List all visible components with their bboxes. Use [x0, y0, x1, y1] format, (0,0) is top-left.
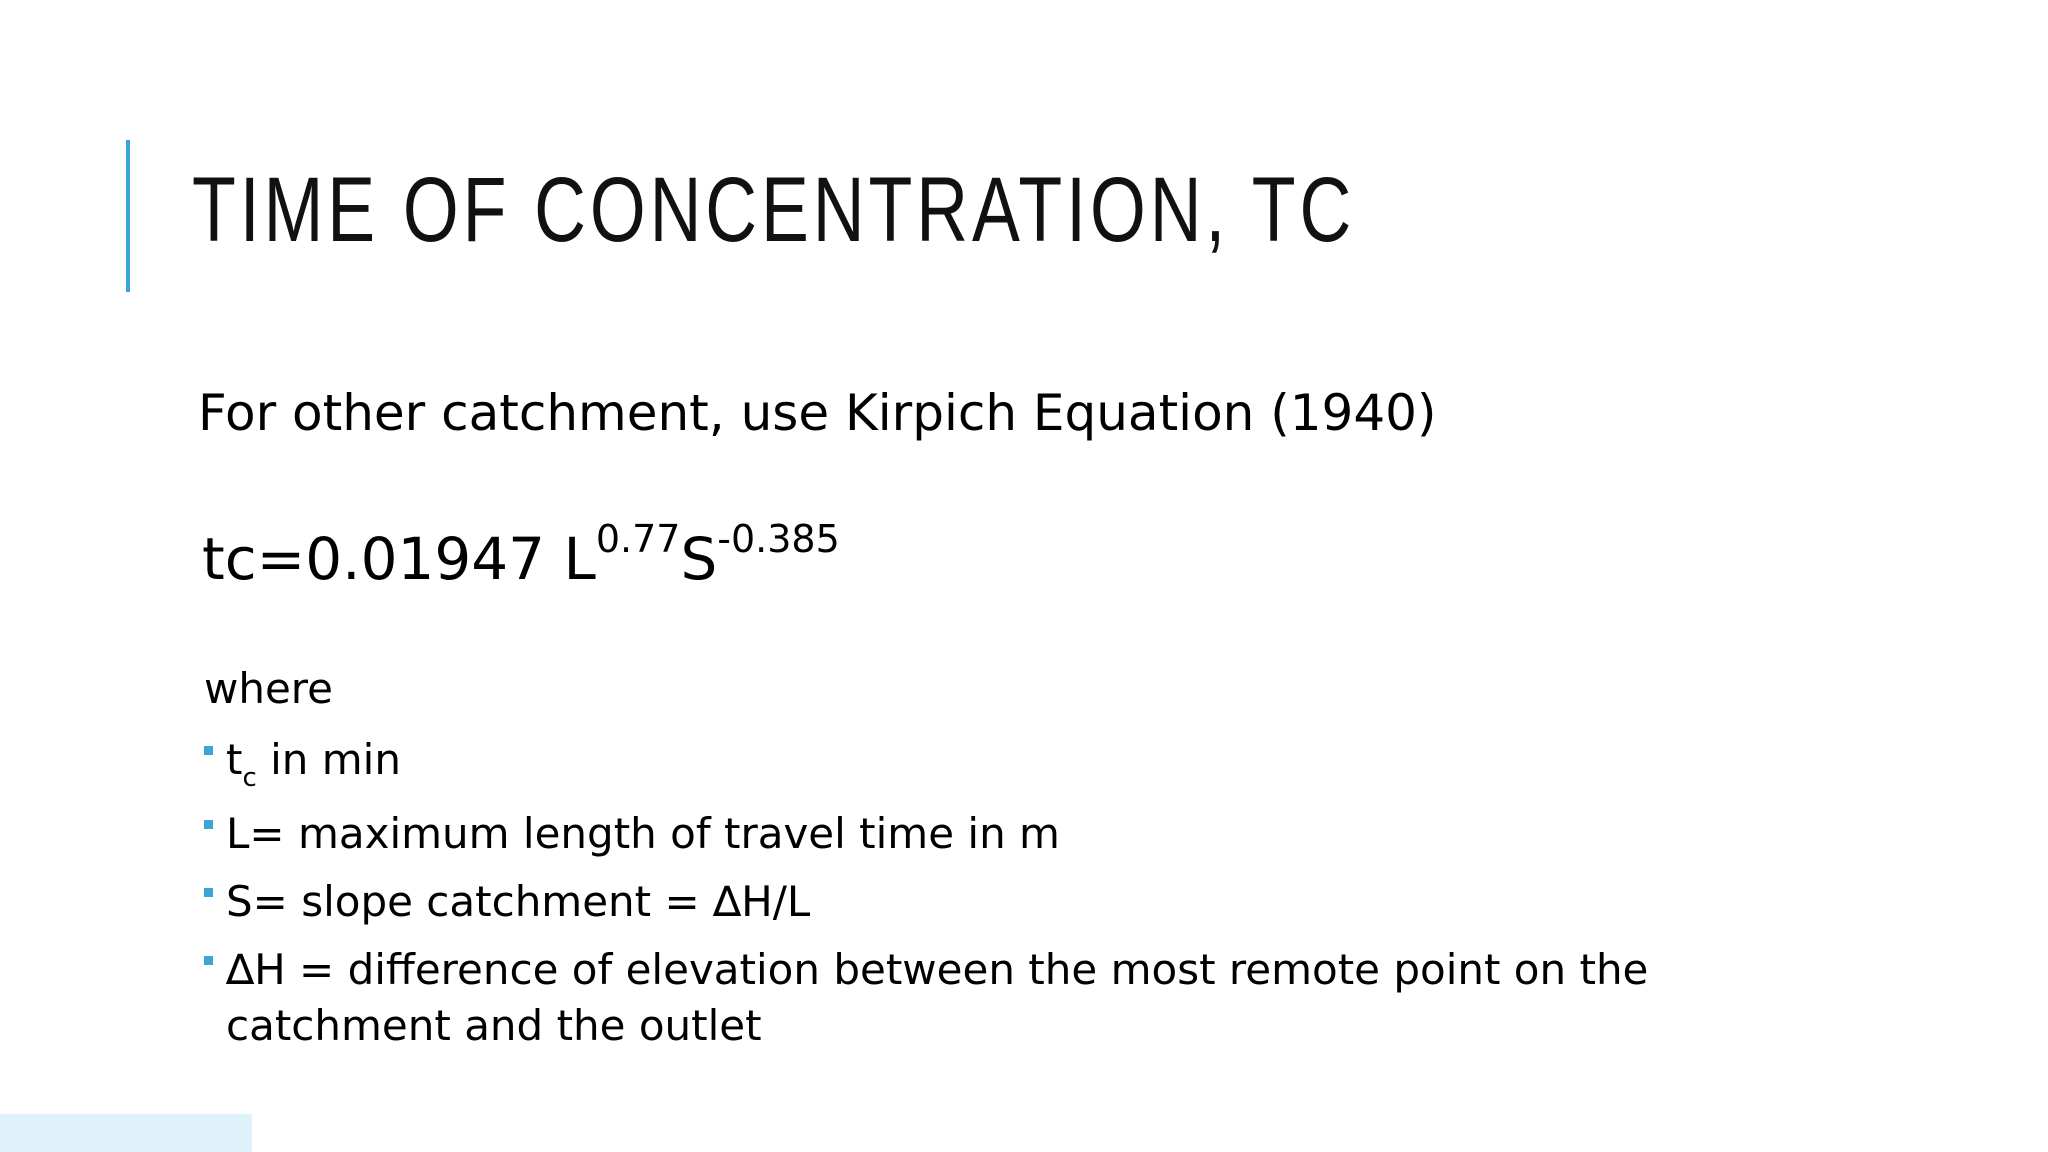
definition-l	[204, 806, 1844, 862]
tc-subscript: c	[242, 763, 257, 793]
kirpich-equation	[202, 517, 840, 593]
intro-text: For other catchment, use Kirpich Equation (1940)	[198, 384, 1437, 442]
definition-dh	[204, 942, 1844, 1054]
equation-exponent-s: -0.385	[717, 517, 840, 561]
bullet-icon	[204, 956, 213, 965]
where-label: where	[204, 664, 333, 713]
slide-title: TIME OF CONCENTRATION, TC	[192, 159, 1356, 261]
definition-s-text: S= slope catchment = ∆H/L	[226, 877, 811, 926]
equation-exponent-l: 0.77	[595, 517, 681, 561]
title-accent-bar	[126, 140, 130, 292]
bullet-icon	[204, 820, 213, 829]
equation-lhs: tc=0.01947 L	[202, 525, 596, 593]
definition-dh-text: ∆H = difference of elevation between the most remote point on the catchment and the outlet	[226, 945, 1649, 1050]
equation-s: S	[680, 525, 718, 593]
definition-list	[204, 732, 1844, 1066]
bullet-icon	[204, 746, 213, 755]
definition-l-text: L= maximum length of travel time in m	[226, 809, 1060, 858]
definition-s	[204, 874, 1844, 930]
corner-decoration	[0, 1114, 252, 1152]
tc-symbol: t	[226, 735, 243, 784]
tc-unit: in min	[256, 735, 401, 784]
bullet-icon	[204, 888, 213, 897]
definition-tc	[204, 732, 1844, 794]
